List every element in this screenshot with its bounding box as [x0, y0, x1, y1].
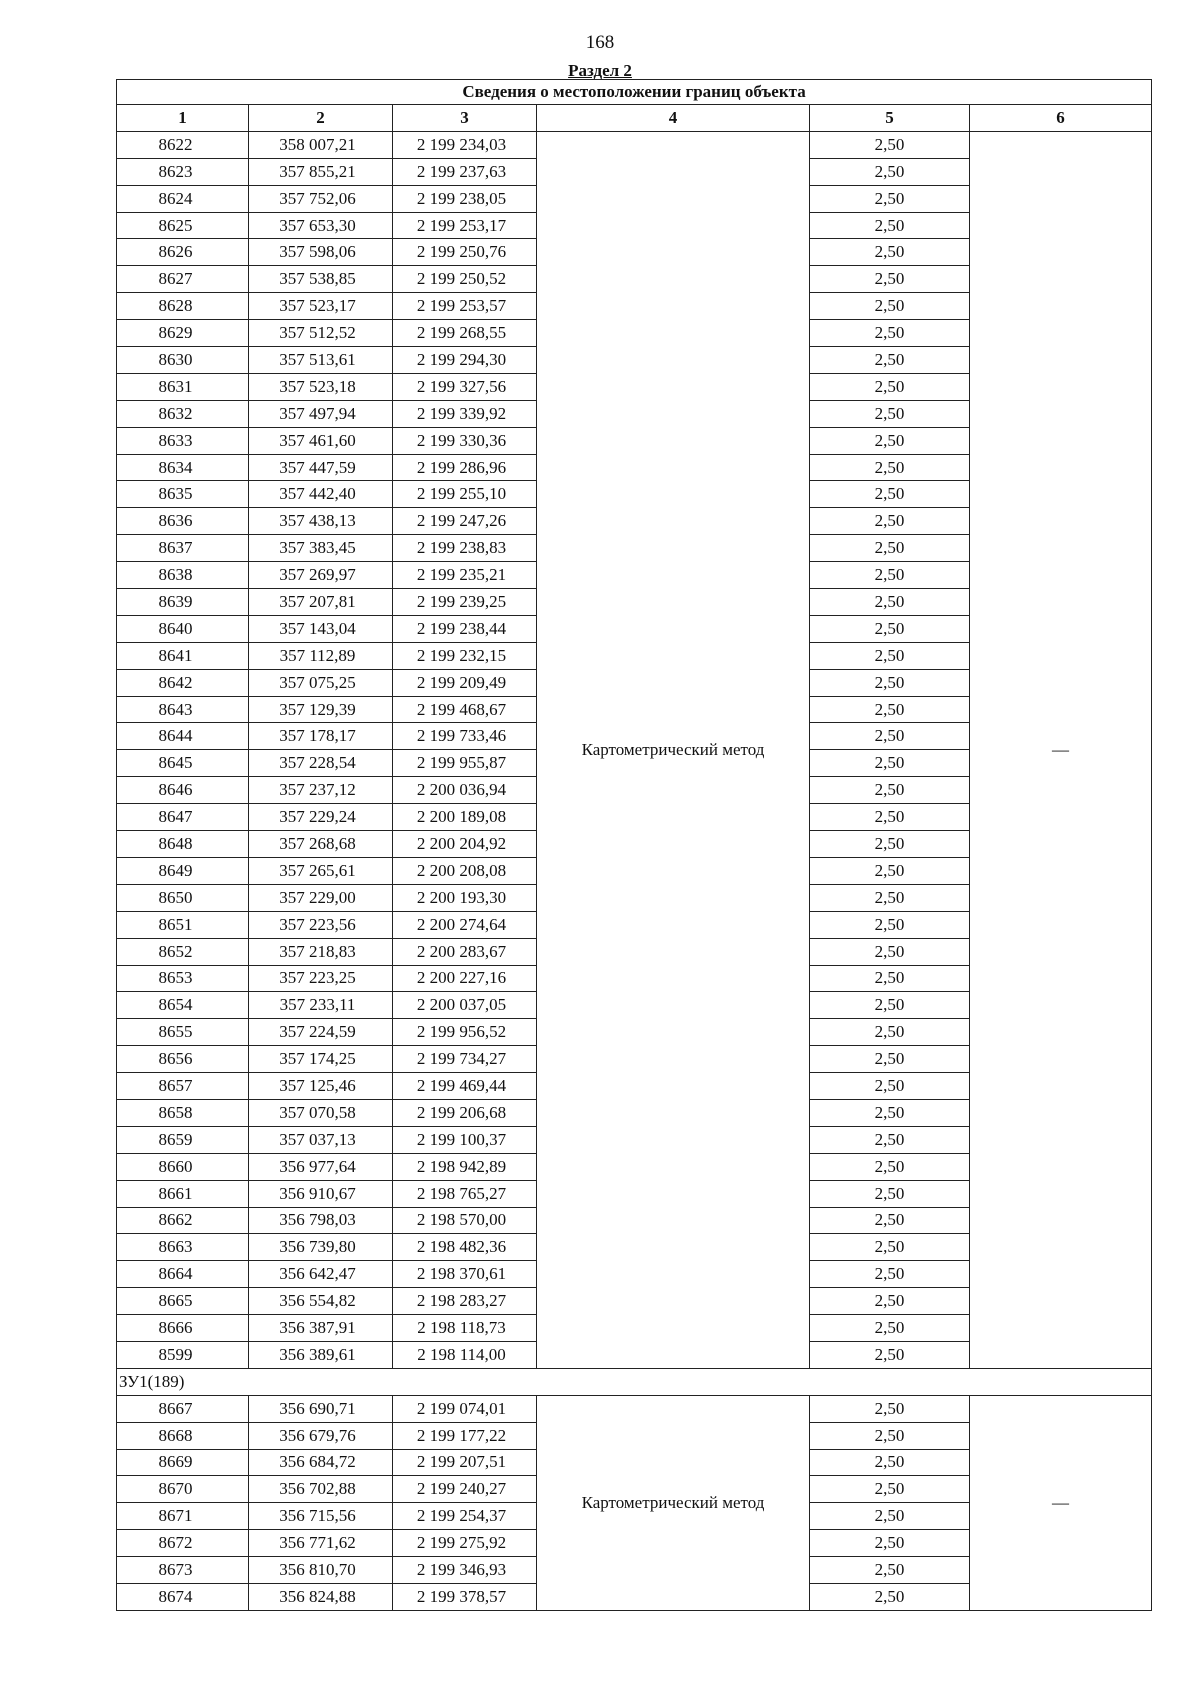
- coord-x-cell: 357 112,89: [249, 642, 393, 669]
- accuracy-cell: 2,50: [810, 965, 970, 992]
- accuracy-cell: 2,50: [810, 992, 970, 1019]
- coord-y-cell: 2 200 274,64: [393, 911, 537, 938]
- coord-y-cell: 2 199 247,26: [393, 508, 537, 535]
- coord-x-cell: 357 269,97: [249, 562, 393, 589]
- coord-x-cell: 356 554,82: [249, 1288, 393, 1315]
- coord-y-cell: 2 199 238,83: [393, 535, 537, 562]
- coord-y-cell: 2 199 733,46: [393, 723, 537, 750]
- coord-y-cell: 2 199 074,01: [393, 1395, 537, 1422]
- point-number-cell: 8645: [117, 750, 249, 777]
- accuracy-cell: 2,50: [810, 1019, 970, 1046]
- coord-y-cell: 2 198 482,36: [393, 1234, 537, 1261]
- coord-y-cell: 2 199 238,05: [393, 185, 537, 212]
- coord-x-cell: 357 447,59: [249, 454, 393, 481]
- method-cell: Картометрический метод: [537, 1395, 810, 1610]
- table-caption: Сведения о местоположении границ объекта: [117, 80, 1152, 105]
- accuracy-cell: 2,50: [810, 1207, 970, 1234]
- coord-y-cell: 2 200 283,67: [393, 938, 537, 965]
- point-number-cell: 8649: [117, 857, 249, 884]
- accuracy-cell: 2,50: [810, 481, 970, 508]
- accuracy-cell: 2,50: [810, 1073, 970, 1100]
- coord-x-cell: 357 233,11: [249, 992, 393, 1019]
- coord-y-cell: 2 200 193,30: [393, 884, 537, 911]
- point-number-cell: 8668: [117, 1422, 249, 1449]
- coord-x-cell: 357 497,94: [249, 400, 393, 427]
- point-number-cell: 8643: [117, 696, 249, 723]
- coord-x-cell: 357 218,83: [249, 938, 393, 965]
- coord-y-cell: 2 199 330,36: [393, 427, 537, 454]
- accuracy-cell: 2,50: [810, 589, 970, 616]
- point-number-cell: 8663: [117, 1234, 249, 1261]
- coord-y-cell: 2 199 255,10: [393, 481, 537, 508]
- point-number-cell: 8633: [117, 427, 249, 454]
- point-number-cell: 8629: [117, 320, 249, 347]
- accuracy-cell: 2,50: [810, 239, 970, 266]
- point-number-cell: 8652: [117, 938, 249, 965]
- accuracy-cell: 2,50: [810, 1126, 970, 1153]
- coord-x-cell: 357 512,52: [249, 320, 393, 347]
- table-body: [117, 131, 1152, 1610]
- coord-x-cell: 357 075,25: [249, 669, 393, 696]
- point-number-cell: 8658: [117, 1099, 249, 1126]
- table-row: [117, 131, 1152, 158]
- accuracy-cell: 2,50: [810, 535, 970, 562]
- coord-x-cell: 356 798,03: [249, 1207, 393, 1234]
- coord-x-cell: 357 174,25: [249, 1046, 393, 1073]
- point-number-cell: 8656: [117, 1046, 249, 1073]
- coord-y-cell: 2 198 114,00: [393, 1341, 537, 1368]
- coord-y-cell: 2 199 275,92: [393, 1530, 537, 1557]
- accuracy-cell: 2,50: [810, 1449, 970, 1476]
- point-number-cell: 8623: [117, 158, 249, 185]
- coord-y-cell: 2 198 570,00: [393, 1207, 537, 1234]
- coord-x-cell: 357 129,39: [249, 696, 393, 723]
- coord-x-cell: 356 715,56: [249, 1503, 393, 1530]
- coord-y-cell: 2 199 250,76: [393, 239, 537, 266]
- coord-y-cell: 2 200 037,05: [393, 992, 537, 1019]
- accuracy-cell: 2,50: [810, 212, 970, 239]
- coord-x-cell: 357 223,25: [249, 965, 393, 992]
- point-number-cell: 8673: [117, 1557, 249, 1584]
- coord-x-cell: 357 229,00: [249, 884, 393, 911]
- column-header-row: [117, 105, 1152, 132]
- coord-x-cell: 357 178,17: [249, 723, 393, 750]
- coord-x-cell: 356 684,72: [249, 1449, 393, 1476]
- coord-y-cell: 2 200 227,16: [393, 965, 537, 992]
- accuracy-cell: 2,50: [810, 427, 970, 454]
- coord-x-cell: 357 523,17: [249, 293, 393, 320]
- coord-x-cell: 357 523,18: [249, 373, 393, 400]
- coord-x-cell: 356 642,47: [249, 1261, 393, 1288]
- accuracy-cell: 2,50: [810, 347, 970, 374]
- coord-y-cell: 2 199 239,25: [393, 589, 537, 616]
- accuracy-cell: 2,50: [810, 750, 970, 777]
- coord-y-cell: 2 200 189,08: [393, 804, 537, 831]
- accuracy-cell: 2,50: [810, 884, 970, 911]
- accuracy-cell: 2,50: [810, 1315, 970, 1342]
- accuracy-cell: 2,50: [810, 938, 970, 965]
- point-number-cell: 8665: [117, 1288, 249, 1315]
- accuracy-cell: 2,50: [810, 508, 970, 535]
- column-header: 1: [117, 105, 249, 132]
- accuracy-cell: 2,50: [810, 1261, 970, 1288]
- coord-y-cell: 2 198 118,73: [393, 1315, 537, 1342]
- coord-y-cell: 2 199 286,96: [393, 454, 537, 481]
- coord-y-cell: 2 199 378,57: [393, 1583, 537, 1610]
- coord-y-cell: 2 199 177,22: [393, 1422, 537, 1449]
- point-number-cell: 8631: [117, 373, 249, 400]
- point-number-cell: 8657: [117, 1073, 249, 1100]
- coord-x-cell: 357 383,45: [249, 535, 393, 562]
- accuracy-cell: 2,50: [810, 131, 970, 158]
- coord-y-cell: 2 199 232,15: [393, 642, 537, 669]
- coord-x-cell: 357 598,06: [249, 239, 393, 266]
- coord-y-cell: 2 199 240,27: [393, 1476, 537, 1503]
- coord-x-cell: 357 513,61: [249, 347, 393, 374]
- point-number-cell: 8634: [117, 454, 249, 481]
- point-number-cell: 8647: [117, 804, 249, 831]
- accuracy-cell: 2,50: [810, 1341, 970, 1368]
- point-number-cell: 8628: [117, 293, 249, 320]
- page-number: 168: [585, 32, 615, 53]
- column-header: 4: [537, 105, 810, 132]
- accuracy-cell: 2,50: [810, 1180, 970, 1207]
- coord-x-cell: 357 237,12: [249, 777, 393, 804]
- coord-y-cell: 2 199 206,68: [393, 1099, 537, 1126]
- coord-y-cell: 2 199 235,21: [393, 562, 537, 589]
- coord-y-cell: 2 198 765,27: [393, 1180, 537, 1207]
- accuracy-cell: 2,50: [810, 1234, 970, 1261]
- coord-x-cell: 357 653,30: [249, 212, 393, 239]
- point-number-cell: 8625: [117, 212, 249, 239]
- coord-y-cell: 2 199 734,27: [393, 1046, 537, 1073]
- coord-x-cell: 357 229,24: [249, 804, 393, 831]
- point-number-cell: 8641: [117, 642, 249, 669]
- table-row: [117, 1395, 1152, 1422]
- coord-y-cell: 2 199 234,03: [393, 131, 537, 158]
- coord-x-cell: 356 910,67: [249, 1180, 393, 1207]
- point-number-cell: 8640: [117, 615, 249, 642]
- point-number-cell: 8672: [117, 1530, 249, 1557]
- point-number-cell: 8670: [117, 1476, 249, 1503]
- accuracy-cell: 2,50: [810, 562, 970, 589]
- coord-x-cell: 356 977,64: [249, 1153, 393, 1180]
- accuracy-cell: 2,50: [810, 454, 970, 481]
- accuracy-cell: 2,50: [810, 642, 970, 669]
- coord-y-cell: 2 198 283,27: [393, 1288, 537, 1315]
- coord-x-cell: 357 125,46: [249, 1073, 393, 1100]
- coord-x-cell: 356 389,61: [249, 1341, 393, 1368]
- plot-label: ЗУ1(189): [117, 1368, 1152, 1395]
- accuracy-cell: 2,50: [810, 1476, 970, 1503]
- point-number-cell: 8661: [117, 1180, 249, 1207]
- point-number-cell: 8630: [117, 347, 249, 374]
- accuracy-cell: 2,50: [810, 911, 970, 938]
- column-header: 5: [810, 105, 970, 132]
- column-header: 3: [393, 105, 537, 132]
- point-number-cell: 8639: [117, 589, 249, 616]
- point-number-cell: 8637: [117, 535, 249, 562]
- coord-y-cell: 2 199 268,55: [393, 320, 537, 347]
- point-number-cell: 8671: [117, 1503, 249, 1530]
- accuracy-cell: 2,50: [810, 723, 970, 750]
- coord-x-cell: 357 538,85: [249, 266, 393, 293]
- point-number-cell: 8624: [117, 185, 249, 212]
- coord-y-cell: 2 199 209,49: [393, 669, 537, 696]
- coord-x-cell: 357 037,13: [249, 1126, 393, 1153]
- coord-x-cell: 356 690,71: [249, 1395, 393, 1422]
- accuracy-cell: 2,50: [810, 1395, 970, 1422]
- accuracy-cell: 2,50: [810, 831, 970, 858]
- coord-x-cell: 358 007,21: [249, 131, 393, 158]
- point-number-cell: 8650: [117, 884, 249, 911]
- coord-y-cell: 2 198 942,89: [393, 1153, 537, 1180]
- coord-y-cell: 2 199 253,17: [393, 212, 537, 239]
- section-title: Раздел 2: [568, 61, 632, 80]
- plot-subheader-row: [117, 1368, 1152, 1395]
- accuracy-cell: 2,50: [810, 804, 970, 831]
- point-number-cell: 8642: [117, 669, 249, 696]
- coord-y-cell: 2 199 955,87: [393, 750, 537, 777]
- point-number-cell: 8666: [117, 1315, 249, 1342]
- accuracy-cell: 2,50: [810, 158, 970, 185]
- coord-x-cell: 357 223,56: [249, 911, 393, 938]
- coord-y-cell: 2 198 370,61: [393, 1261, 537, 1288]
- accuracy-cell: 2,50: [810, 1557, 970, 1584]
- accuracy-cell: 2,50: [810, 1099, 970, 1126]
- coord-x-cell: 357 855,21: [249, 158, 393, 185]
- point-number-cell: 8669: [117, 1449, 249, 1476]
- accuracy-cell: 2,50: [810, 185, 970, 212]
- boundary-coordinates-table: [116, 79, 1152, 1611]
- coord-x-cell: 357 438,13: [249, 508, 393, 535]
- coord-y-cell: 2 199 253,57: [393, 293, 537, 320]
- point-number-cell: 8638: [117, 562, 249, 589]
- coord-y-cell: 2 199 207,51: [393, 1449, 537, 1476]
- accuracy-cell: 2,50: [810, 669, 970, 696]
- coord-y-cell: 2 199 468,67: [393, 696, 537, 723]
- accuracy-cell: 2,50: [810, 615, 970, 642]
- coord-y-cell: 2 199 294,30: [393, 347, 537, 374]
- coord-y-cell: 2 200 208,08: [393, 857, 537, 884]
- column6-cell: —: [970, 1395, 1152, 1610]
- coord-y-cell: 2 199 238,44: [393, 615, 537, 642]
- accuracy-cell: 2,50: [810, 696, 970, 723]
- coord-y-cell: 2 200 204,92: [393, 831, 537, 858]
- point-number-cell: 8626: [117, 239, 249, 266]
- accuracy-cell: 2,50: [810, 1503, 970, 1530]
- point-number-cell: 8644: [117, 723, 249, 750]
- coord-x-cell: 357 207,81: [249, 589, 393, 616]
- coord-x-cell: 356 702,88: [249, 1476, 393, 1503]
- point-number-cell: 8651: [117, 911, 249, 938]
- coord-y-cell: 2 199 339,92: [393, 400, 537, 427]
- accuracy-cell: 2,50: [810, 1422, 970, 1449]
- coord-y-cell: 2 199 346,93: [393, 1557, 537, 1584]
- coord-x-cell: 357 442,40: [249, 481, 393, 508]
- coord-y-cell: 2 199 100,37: [393, 1126, 537, 1153]
- point-number-cell: 8599: [117, 1341, 249, 1368]
- point-number-cell: 8667: [117, 1395, 249, 1422]
- coord-x-cell: 357 268,68: [249, 831, 393, 858]
- accuracy-cell: 2,50: [810, 373, 970, 400]
- coord-y-cell: 2 200 036,94: [393, 777, 537, 804]
- point-number-cell: 8660: [117, 1153, 249, 1180]
- coord-x-cell: 356 679,76: [249, 1422, 393, 1449]
- coord-x-cell: 357 070,58: [249, 1099, 393, 1126]
- accuracy-cell: 2,50: [810, 1583, 970, 1610]
- point-number-cell: 8664: [117, 1261, 249, 1288]
- coord-y-cell: 2 199 250,52: [393, 266, 537, 293]
- point-number-cell: 8632: [117, 400, 249, 427]
- point-number-cell: 8655: [117, 1019, 249, 1046]
- point-number-cell: 8653: [117, 965, 249, 992]
- coord-x-cell: 357 224,59: [249, 1019, 393, 1046]
- point-number-cell: 8646: [117, 777, 249, 804]
- point-number-cell: 8659: [117, 1126, 249, 1153]
- point-number-cell: 8627: [117, 266, 249, 293]
- coord-x-cell: 357 461,60: [249, 427, 393, 454]
- coord-x-cell: 356 824,88: [249, 1583, 393, 1610]
- method-cell: Картометрический метод: [537, 131, 810, 1368]
- point-number-cell: 8654: [117, 992, 249, 1019]
- accuracy-cell: 2,50: [810, 320, 970, 347]
- coord-x-cell: 357 752,06: [249, 185, 393, 212]
- coord-x-cell: 357 228,54: [249, 750, 393, 777]
- coord-x-cell: 356 810,70: [249, 1557, 393, 1584]
- point-number-cell: 8636: [117, 508, 249, 535]
- accuracy-cell: 2,50: [810, 1288, 970, 1315]
- coord-y-cell: 2 199 237,63: [393, 158, 537, 185]
- coord-y-cell: 2 199 254,37: [393, 1503, 537, 1530]
- coord-x-cell: 357 143,04: [249, 615, 393, 642]
- column-header: 6: [970, 105, 1152, 132]
- coord-y-cell: 2 199 469,44: [393, 1073, 537, 1100]
- column-header: 2: [249, 105, 393, 132]
- accuracy-cell: 2,50: [810, 857, 970, 884]
- coord-x-cell: 357 265,61: [249, 857, 393, 884]
- accuracy-cell: 2,50: [810, 1046, 970, 1073]
- accuracy-cell: 2,50: [810, 1530, 970, 1557]
- point-number-cell: 8674: [117, 1583, 249, 1610]
- coord-y-cell: 2 199 956,52: [393, 1019, 537, 1046]
- accuracy-cell: 2,50: [810, 293, 970, 320]
- accuracy-cell: 2,50: [810, 400, 970, 427]
- column6-cell: —: [970, 131, 1152, 1368]
- point-number-cell: 8622: [117, 131, 249, 158]
- coord-y-cell: 2 199 327,56: [393, 373, 537, 400]
- accuracy-cell: 2,50: [810, 266, 970, 293]
- coord-x-cell: 356 739,80: [249, 1234, 393, 1261]
- coord-x-cell: 356 771,62: [249, 1530, 393, 1557]
- point-number-cell: 8635: [117, 481, 249, 508]
- point-number-cell: 8648: [117, 831, 249, 858]
- point-number-cell: 8662: [117, 1207, 249, 1234]
- accuracy-cell: 2,50: [810, 1153, 970, 1180]
- coord-x-cell: 356 387,91: [249, 1315, 393, 1342]
- accuracy-cell: 2,50: [810, 777, 970, 804]
